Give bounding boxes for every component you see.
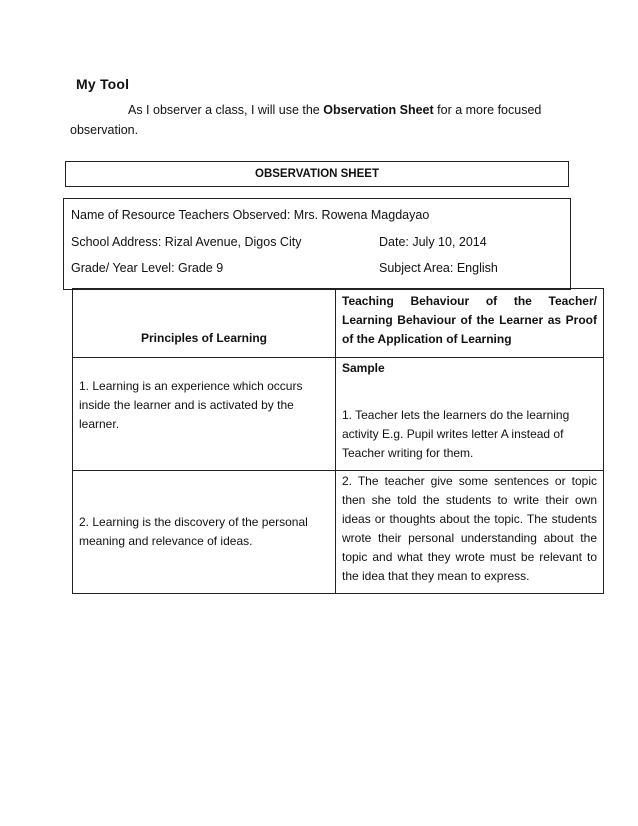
observation-sheet-title: OBSERVATION SHEET <box>65 161 569 187</box>
behaviour-cell: 2. The teacher give some sentences or topic then she told the students to write their own ideas or thoughts about the topic. The students wrote their personal understanding about the topic and what they wrote must be relevant to the idea that they mean to express. <box>336 471 604 594</box>
intro-text-bold: Observation Sheet <box>323 103 434 117</box>
principle-cell: 2. Learning is the discovery of the personal meaning and relevance of ideas. <box>73 471 336 594</box>
learning-principles-table <box>72 288 604 594</box>
sample-label: Sample <box>342 361 385 375</box>
school-address: School Address: Rizal Avenue, Digos City <box>71 235 302 249</box>
info-row-grade <box>71 261 498 275</box>
table-row <box>73 358 604 471</box>
table-header-row <box>73 289 604 358</box>
info-row-address <box>71 235 487 249</box>
grade-level: Grade/ Year Level: Grade 9 <box>71 261 224 275</box>
behaviour-text: 1. Teacher lets the learners do the learning activity E.g. Pupil writes letter A instead of Teacher writing for them. <box>342 408 570 460</box>
teacher-name: Name of Resource Teachers Observed: Mrs. Rowena Magdayao <box>71 208 430 222</box>
header-behaviour: Teaching Behaviour of the Teacher/ Learning Behaviour of the Learner as Proof of the Application of Learning <box>336 289 604 358</box>
intro-text-start: As I observer a class, I will use the <box>128 103 324 117</box>
table-row <box>73 471 604 594</box>
intro-paragraph <box>70 100 570 140</box>
header-principles: Principles of Learning <box>73 289 336 358</box>
principle-cell: 1. Learning is an experience which occurs inside the learner and is activated by the learner. <box>73 358 336 471</box>
info-row-teacher <box>71 208 429 222</box>
behaviour-cell <box>336 358 604 471</box>
observation-info-box <box>63 198 571 290</box>
observation-date: Date: July 10, 2014 <box>379 235 487 249</box>
subject-area: Subject Area: English <box>379 261 498 275</box>
page-title: My Tool <box>76 76 130 92</box>
intro-text-end: for a more focused observation. <box>70 103 542 137</box>
